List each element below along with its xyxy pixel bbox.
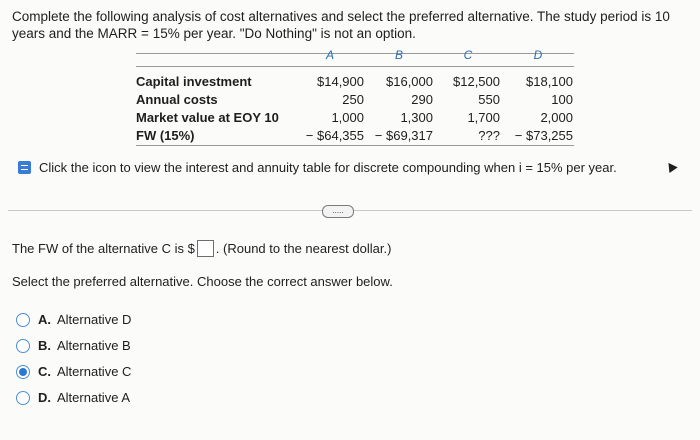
table-bottom-rule <box>136 145 574 146</box>
option-c-label: Alternative C <box>57 364 132 379</box>
cell-c-annual: 550 <box>478 92 500 107</box>
column-header-b: B <box>394 48 403 62</box>
cell-d-market: 2,000 <box>540 110 573 125</box>
cell-c-market: 1,700 <box>467 110 500 125</box>
cell-b-market: 1,300 <box>400 110 433 125</box>
radio-a[interactable] <box>16 313 30 327</box>
fw-question <box>12 240 391 257</box>
cell-c-capital: $12,500 <box>453 74 500 89</box>
cell-d-capital: $18,100 <box>526 74 573 89</box>
option-a[interactable] <box>16 312 131 327</box>
info-text: Click the icon to view the interest and annuity table for discrete compounding when i = 15% per year. <box>39 160 617 175</box>
mouse-cursor-icon <box>664 160 677 173</box>
column-header-a: A <box>325 48 334 62</box>
cell-d-annual: 100 <box>551 92 573 107</box>
option-a-letter: A. <box>38 312 51 327</box>
cell-c-fw: ??? <box>478 128 500 143</box>
cell-a-capital: $14,900 <box>317 74 364 89</box>
cell-a-market: 1,000 <box>331 110 364 125</box>
problem-statement: Complete the following analysis of cost alternatives and select the preferred alternative. The study period is 10 years and the MARR = 15% per year. "Do Nothing" is not an option. <box>12 9 670 41</box>
option-b[interactable] <box>16 338 131 353</box>
row-label-market-value: Market value at EOY 10 <box>136 110 279 125</box>
radio-c-selected[interactable] <box>16 365 30 379</box>
cell-b-capital: $16,000 <box>386 74 433 89</box>
option-d[interactable] <box>16 390 130 405</box>
cell-b-fw: − $69,317 <box>374 128 433 143</box>
fw-answer-input[interactable] <box>197 240 214 257</box>
cell-a-fw: − $64,355 <box>305 128 364 143</box>
option-b-letter: B. <box>38 338 51 353</box>
row-label-annual-costs: Annual costs <box>136 92 218 107</box>
question-prefix: The FW of the alternative C is $ <box>12 241 195 256</box>
radio-b[interactable] <box>16 339 30 353</box>
option-c[interactable] <box>16 364 131 379</box>
expand-more-button[interactable]: ..... <box>322 205 354 218</box>
row-label-fw: FW (15%) <box>136 128 195 143</box>
header-rule <box>136 66 574 67</box>
select-prompt: Select the preferred alternative. Choose the correct answer below. <box>12 274 393 289</box>
table-icon[interactable] <box>18 161 31 174</box>
option-d-label: Alternative A <box>57 390 130 405</box>
column-header-c: C <box>463 48 473 62</box>
option-c-letter: C. <box>38 364 51 379</box>
option-b-label: Alternative B <box>57 338 131 353</box>
row-label-capital-investment: Capital investment <box>136 74 252 89</box>
option-a-label: Alternative D <box>57 312 132 327</box>
question-suffix: . (Round to the nearest dollar.) <box>215 241 392 256</box>
cell-d-fw: − $73,255 <box>514 128 573 143</box>
column-header-d: D <box>533 48 543 62</box>
cell-b-annual: 290 <box>411 92 433 107</box>
cell-a-annual: 250 <box>342 92 364 107</box>
table-info-line <box>18 160 617 175</box>
option-d-letter: D. <box>38 390 51 405</box>
radio-d[interactable] <box>16 391 30 405</box>
